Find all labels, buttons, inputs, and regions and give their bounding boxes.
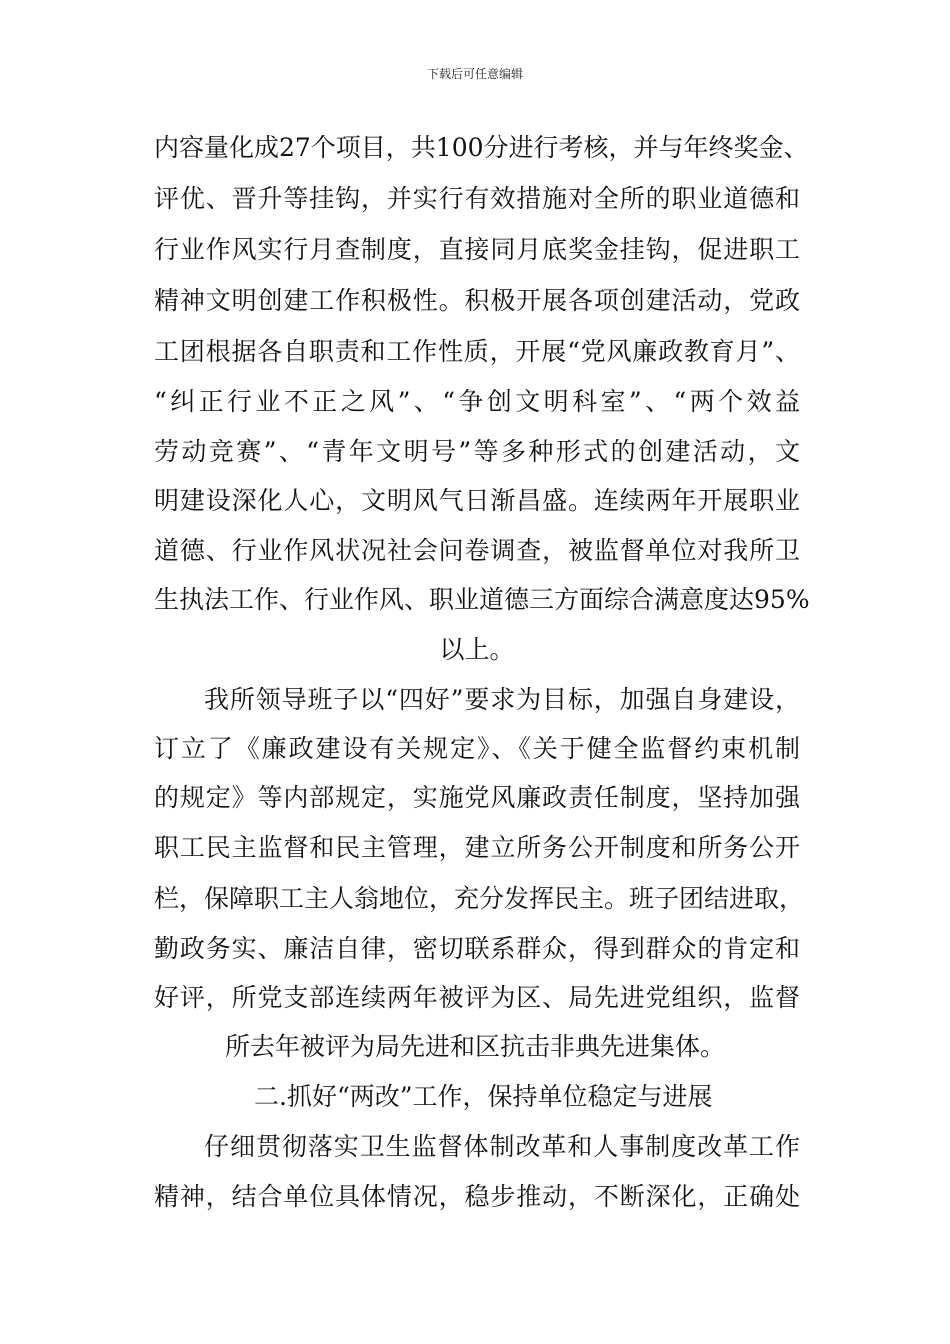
paragraph-1-line-3: 行业作风实行月查制度，直接同月底奖金挂钩，促进职工 [154,235,800,264]
paragraph-1-line-10: 生执法工作、行业作风、职业道德三方面综合满意度达95% [154,585,810,614]
paragraph-1-line-8: 明建设深化人心，文明风气日渐昌盛。连续两年开展职业 [154,486,800,515]
paragraph-2-line-7: 好评，所党支部连续两年被评为区、局先进党组织，监督 [154,983,800,1012]
paragraph-2-line-1: 我所领导班子以“四好”要求为目标，加强自身建设， [204,685,800,714]
paragraph-1-line-9: 道德、行业作风状况社会问卷调查，被监督单位对我所卫 [154,536,800,565]
paragraph-2-line-3: 的规定》等内部规定，实施党风廉政责任制度，坚持加强 [154,783,800,812]
paragraph-1-line-11: 以上。 [439,635,515,664]
page-header: 下载后可任意编辑 [426,67,523,81]
section-heading: 二.抓好“两改”工作，保持单位稳定与进展 [254,1082,713,1111]
paragraph-2-line-6: 勤政务实、廉洁自律，密切联系群众，得到群众的肯定和 [154,934,800,963]
paragraph-1-line-5: 工团根据各自职责和工作性质，开展“党风廉政教育月”、 [154,337,800,366]
paragraph-1-line-1: 内容量化成27个项目，共100分进行考核，并与年终奖金、 [154,133,809,162]
paragraph-1-line-4: 精神文明创建工作积极性。积极开展各项创建活动，党政 [154,286,800,315]
paragraph-1-line-6: “纠正行业不正之风”、“争创文明科室”、“两个效益 [154,387,800,416]
paragraph-2-line-2: 订立了《廉政建设有关规定》、《关于健全监督约束机制 [154,734,800,763]
paragraph-1-line-2: 评优、晋升等挂钩，并实行有效措施对全所的职业道德和 [154,184,800,213]
paragraph-3-line-1: 仔细贯彻落实卫生监督体制改革和人事制度改革工作 [204,1132,800,1161]
paragraph-2-line-4: 职工民主监督和民主管理，建立所务公开制度和所务公开 [154,833,800,862]
paragraph-2-line-5: 栏，保障职工主人翁地位，充分发挥民主。班子团结进取， [154,884,805,913]
paragraph-3-line-2: 精神，结合单位具体情况，稳步推动，不断深化，正确处 [154,1182,800,1211]
paragraph-2-line-8: 所去年被评为局先进和区抗击非典先进集体。 [224,1032,725,1061]
paragraph-1-line-7: 劳动竞赛”、“青年文明号”等多种形式的创建活动，文 [154,437,800,466]
